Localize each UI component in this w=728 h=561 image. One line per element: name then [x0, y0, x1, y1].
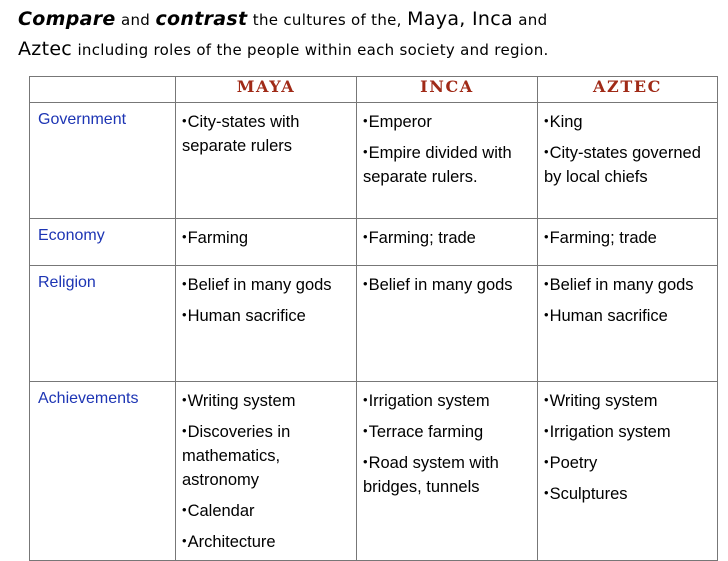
cell-inca [357, 382, 538, 561]
bullet-icon: • [182, 392, 187, 407]
cell-aztec [538, 266, 718, 382]
list-item-text: Sculptures [549, 485, 628, 503]
bullet-icon: • [544, 229, 549, 244]
list-item [363, 140, 533, 189]
bullet-list [363, 272, 533, 297]
list-item-text: Farming [187, 229, 249, 247]
bullet-icon: • [544, 454, 549, 469]
list-item-text: Architecture [187, 533, 276, 551]
header-cell-maya: MAYA [176, 77, 357, 103]
cell-inca [357, 219, 538, 266]
header-cell-aztec: AZTEC [538, 77, 718, 103]
row-label-religion: Religion [30, 266, 176, 382]
bullet-icon: • [544, 485, 549, 500]
title-word-compare: Compare [18, 8, 116, 30]
bullet-icon: • [182, 113, 187, 128]
bullet-icon: • [182, 276, 187, 291]
list-item [182, 498, 352, 523]
list-item [182, 529, 352, 554]
list-item-text: Writing system [549, 392, 658, 410]
list-item-text: Calendar [187, 502, 255, 520]
list-item [544, 109, 713, 134]
title-word-and-2: and [518, 11, 548, 29]
bullet-icon: • [363, 392, 368, 407]
row-label-government: Government [30, 103, 176, 219]
list-item [363, 388, 533, 413]
list-item [544, 450, 713, 475]
list-item-text: Farming; trade [368, 229, 476, 247]
list-item [544, 419, 713, 444]
cell-inca [357, 266, 538, 382]
list-item [182, 303, 352, 328]
table-row [30, 266, 718, 382]
row-label-achievements: Achievements [30, 382, 176, 561]
bullet-list [544, 272, 713, 328]
page-title [18, 4, 718, 64]
bullet-list [544, 109, 713, 189]
cell-maya [176, 266, 357, 382]
list-item-text: Empire divided with separate rulers. [363, 144, 512, 186]
bullet-icon: • [544, 276, 549, 291]
list-item [544, 481, 713, 506]
header-cell-inca: INCA [357, 77, 538, 103]
bullet-list [363, 109, 533, 189]
bullet-list [182, 388, 352, 554]
bullet-list [544, 388, 713, 506]
table-row [30, 219, 718, 266]
bullet-icon: • [544, 423, 549, 438]
title-text-aztec: Aztec [18, 38, 73, 60]
list-item-text: King [549, 113, 583, 131]
list-item-text: City-states with separate rulers [182, 113, 300, 155]
cell-aztec [538, 219, 718, 266]
comparison-table [29, 76, 718, 561]
list-item-text: Road system with bridges, tunnels [363, 454, 499, 496]
list-item-text: Belief in many gods [549, 276, 694, 294]
bullet-icon: • [544, 144, 549, 159]
list-item [182, 388, 352, 413]
bullet-icon: • [182, 423, 187, 438]
list-item-text: Emperor [368, 113, 432, 131]
list-item [363, 109, 533, 134]
header-cell-empty [30, 77, 176, 103]
list-item [182, 109, 352, 158]
bullet-icon: • [363, 454, 368, 469]
list-item [363, 450, 533, 499]
list-item-text: Human sacrifice [549, 307, 668, 325]
title-word-and: and [120, 11, 151, 29]
list-item [363, 272, 533, 297]
bullet-icon: • [363, 423, 368, 438]
bullet-icon: • [544, 113, 549, 128]
list-item [363, 225, 533, 250]
list-item-text: Human sacrifice [187, 307, 306, 325]
bullet-icon: • [182, 229, 187, 244]
table-row [30, 382, 718, 561]
list-item [544, 225, 713, 250]
bullet-icon: • [544, 392, 549, 407]
list-item-text: Writing system [187, 392, 296, 410]
row-label-economy: Economy [30, 219, 176, 266]
list-item [182, 272, 352, 297]
bullet-icon: • [363, 144, 368, 159]
list-item-text: Belief in many gods [368, 276, 513, 294]
table-row [30, 103, 718, 219]
list-item [363, 419, 533, 444]
bullet-icon: • [544, 307, 549, 322]
list-item-text: Belief in many gods [187, 276, 332, 294]
list-item-text: City-states governed by local chiefs [544, 144, 701, 186]
bullet-list [363, 225, 533, 250]
list-item [544, 140, 713, 189]
table-header-row [30, 77, 718, 103]
cell-inca [357, 103, 538, 219]
bullet-icon: • [363, 276, 368, 291]
list-item-text: Poetry [549, 454, 598, 472]
cell-maya [176, 103, 357, 219]
list-item-text: Farming; trade [549, 229, 657, 247]
bullet-icon: • [182, 533, 187, 548]
title-line-1 [18, 4, 718, 34]
bullet-icon: • [363, 229, 368, 244]
list-item-text: Irrigation system [549, 423, 671, 441]
title-word-contrast: contrast [155, 8, 248, 30]
list-item [182, 419, 352, 492]
title-line-2 [18, 34, 718, 64]
title-text-roles: including roles of the people within each society and region. [77, 41, 549, 59]
list-item [182, 225, 352, 250]
bullet-icon: • [182, 307, 187, 322]
bullet-list [182, 272, 352, 328]
bullet-list [544, 225, 713, 250]
bullet-icon: • [363, 113, 368, 128]
list-item-text: Terrace farming [368, 423, 484, 441]
list-item-text: Discoveries in mathematics, astronomy [182, 423, 291, 489]
bullet-list [182, 109, 352, 158]
list-item [544, 303, 713, 328]
bullet-list [363, 388, 533, 499]
cell-maya [176, 219, 357, 266]
list-item [544, 272, 713, 297]
bullet-list [182, 225, 352, 250]
title-text-cultures: the cultures of the, [252, 11, 402, 29]
cell-aztec [538, 382, 718, 561]
cell-maya [176, 382, 357, 561]
title-text-maya-inca: Maya, Inca [407, 8, 513, 30]
list-item-text: Irrigation system [368, 392, 490, 410]
cell-aztec [538, 103, 718, 219]
bullet-icon: • [182, 502, 187, 517]
list-item [544, 388, 713, 413]
